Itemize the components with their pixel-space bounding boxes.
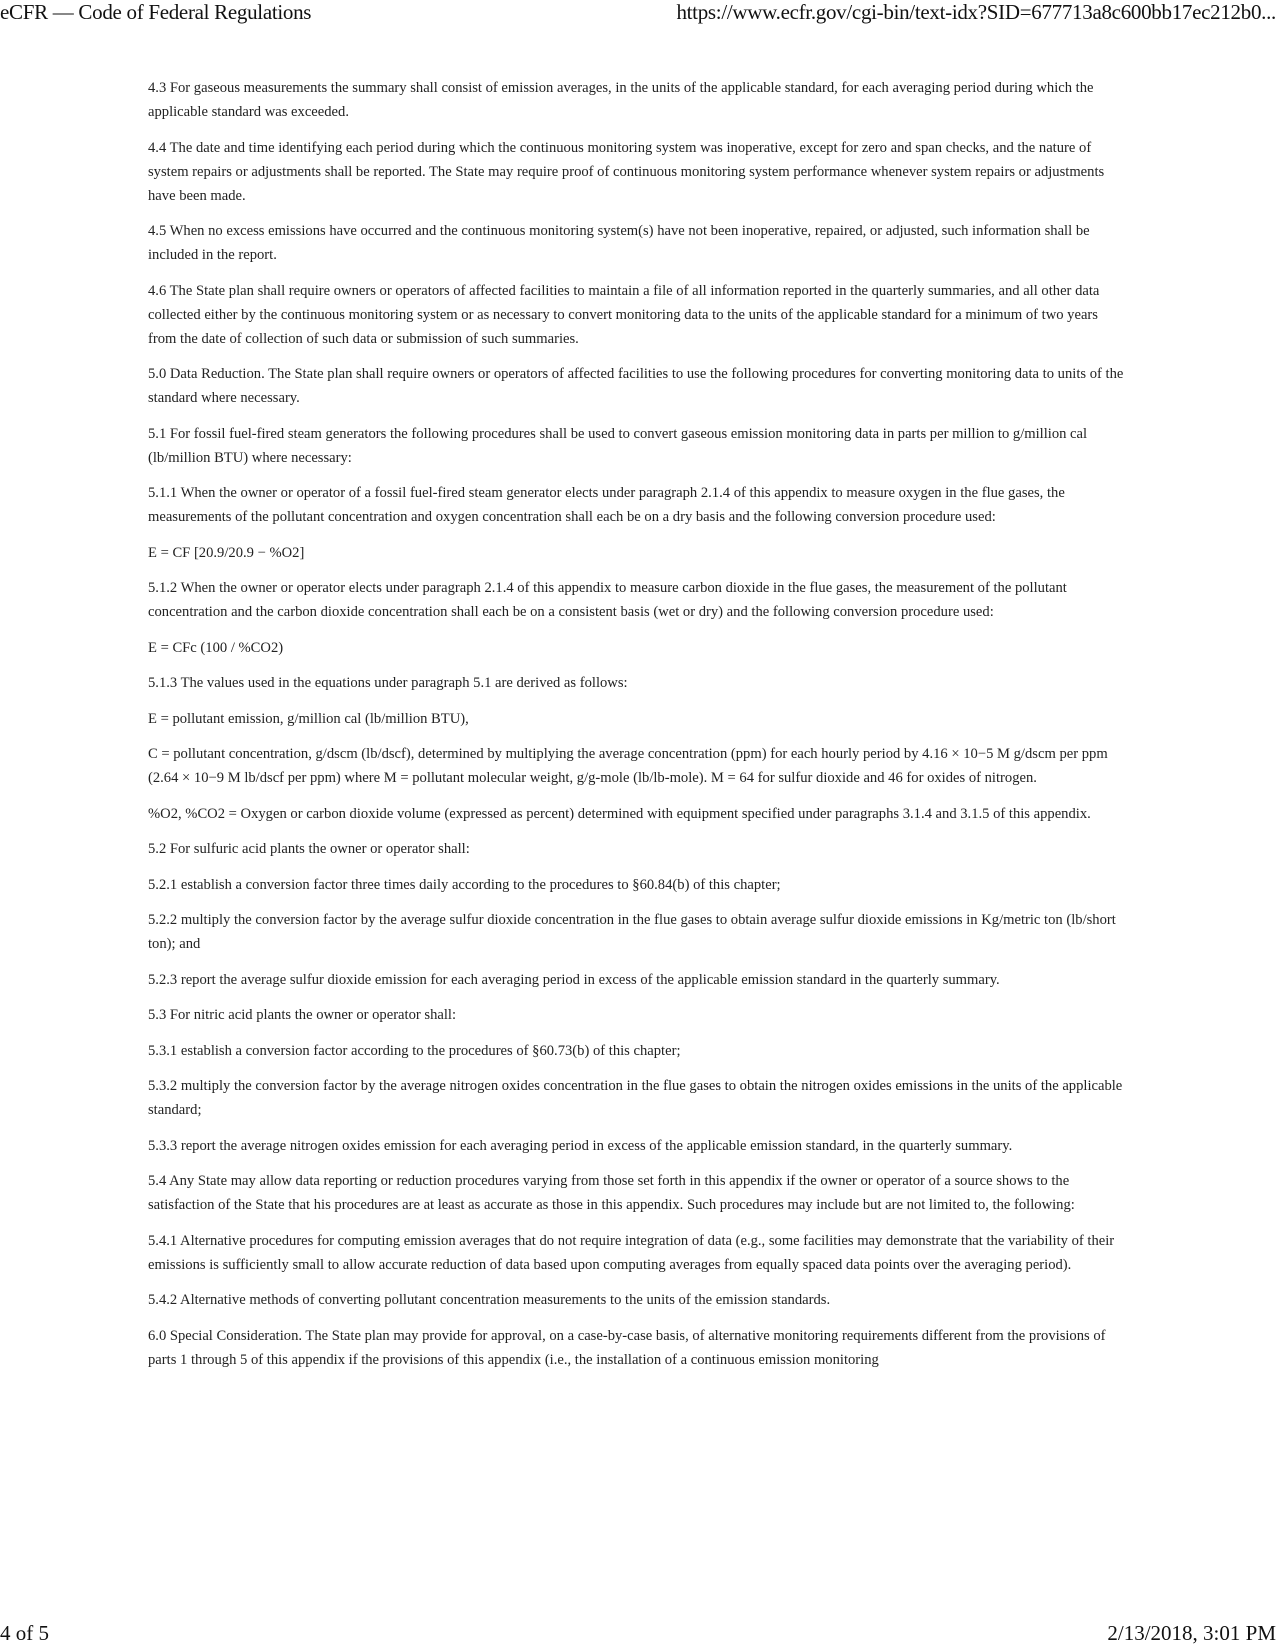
paragraph: 5.3.3 report the average nitrogen oxides emission for each averaging period in excess of the applicable emission standard, in the quarterly summary. bbox=[148, 1137, 1013, 1154]
paragraph: E = CFc (100 / %CO2) bbox=[148, 639, 284, 656]
paragraph: 5.4.1 Alternative procedures for computing emission averages that do not require integration of data (e.g., some facilities may demonstrate that the variability of their emissions is sufficiently small to allow accurate reduction of data based upon computing averages from equally spaced data points over the averaging period). bbox=[148, 1232, 1115, 1273]
page-header-title: eCFR — Code of Federal Regulations bbox=[0, 0, 312, 24]
paragraph: 4.3 For gaseous measurements the summary shall consist of emission averages, in the units of the applicable standard, for each averaging period during which the applicable standard was exceeded. bbox=[148, 80, 1094, 120]
paragraph: 5.3.2 multiply the conversion factor by the average nitrogen oxides concentration in the flue gases to obtain the nitrogen oxides emissions in the units of the applicable standard; bbox=[148, 1078, 1123, 1118]
page-header-url: https://www.ecfr.gov/cgi-bin/text-idx?SID=677713a8c600bb17ec212b0... bbox=[676, 0, 1276, 24]
paragraph: 5.4.2 Alternative methods of converting pollutant concentration measurements to the units of the emission standards. bbox=[148, 1292, 831, 1308]
paragraph: 4.5 When no excess emissions have occurred and the continuous monitoring system(s) have not been inoperative, repaired, or adjusted, such information shall be included in the report. bbox=[148, 223, 1090, 263]
document-body bbox=[148, 76, 1128, 1383]
paragraph: 5.4 Any State may allow data reporting or reduction procedures varying from those set forth in this appendix if the owner or operator of a source shows to the satisfaction of the State that his procedures are at least as accurate as those in this appendix. Such procedures may include but are not limited to, the following: bbox=[148, 1173, 1075, 1213]
paragraph: 5.1.3 The values used in the equations under paragraph 5.1 are derived as follows: bbox=[148, 675, 628, 691]
print-datetime: 2/13/2018, 3:01 PM bbox=[1107, 1621, 1276, 1645]
paragraph: 5.3.1 establish a conversion factor according to the procedures of §60.73(b) of this chapter; bbox=[148, 1042, 681, 1059]
paragraph: 4.6 The State plan shall require owners or operators of affected facilities to maintain a file of all information reported in the quarterly summaries, and all other data collected either by the continuous monitoring system or as necessary to convert monitoring data to the units of the applicable standard for a minimum of two years from the date of collection of such data or submission of such summaries. bbox=[148, 282, 1100, 347]
paragraph: 5.1.2 When the owner or operator elects under paragraph 2.1.4 of this appendix to measure carbon dioxide in the flue gases, the measurement of the pollutant concentration and the carbon dioxide concentration shall each be on a consistent basis (wet or dry) and the following conversion procedure used: bbox=[148, 580, 1067, 620]
paragraph: 5.2 For sulfuric acid plants the owner or operator shall: bbox=[148, 841, 470, 857]
paragraph: 5.0 Data Reduction. The State plan shall require owners or operators of affected facilities to use the following procedures for converting monitoring data to units of the standard where necessary. bbox=[148, 366, 1124, 406]
paragraph: 5.1 For fossil fuel-fired steam generators the following procedures shall be used to convert gaseous emission monitoring data in parts per million to g/million cal (lb/million BTU) where necessary: bbox=[148, 425, 1088, 466]
paragraph: E = pollutant emission, g/million cal (lb/million BTU), bbox=[148, 710, 469, 727]
paragraph: E = CF [20.9/20.9 − %O2] bbox=[148, 544, 305, 561]
paragraph: 5.3 For nitric acid plants the owner or operator shall: bbox=[148, 1007, 457, 1023]
page-number: 4 of 5 bbox=[0, 1621, 49, 1645]
paragraph: C = pollutant concentration, g/dscm (lb/dscf), determined by multiplying the average concentration (ppm) for each hourly period by 4.16 × 10−5 M g/dscm per ppm (2.64 × 10−9 M lb/dscf per ppm) where M = pollutant molecular weight, g/g-mole (lb/lb-mole). M = 64 for sulfur dioxide and 46 for oxides of nitrogen. bbox=[148, 746, 1108, 786]
paragraph: 5.2.2 multiply the conversion factor by the average sulfur dioxide concentration in the flue gases to obtain average sulfur dioxide emissions in Kg/metric ton (lb/short ton); and bbox=[148, 912, 1116, 952]
paragraph: %O2, %CO2 = Oxygen or carbon dioxide volume (expressed as percent) determined with equipment specified under paragraphs 3.1.4 and 3.1.5 of this appendix. bbox=[148, 805, 1091, 822]
paragraph: 5.1.1 When the owner or operator of a fossil fuel-fired steam generator elects under paragraph 2.1.4 of this appendix to measure oxygen in the flue gases, the measurements of the pollutant concentration and oxygen concentration shall each be on a dry basis and the following conversion procedure used: bbox=[148, 485, 1065, 525]
paragraph: 4.4 The date and time identifying each period during which the continuous monitoring system was inoperative, except for zero and span checks, and the nature of system repairs or adjustments shall be reported. The State may require proof of continuous monitoring system performance whenever system repairs or adjustments have been made. bbox=[148, 139, 1105, 204]
paragraph: 6.0 Special Consideration. The State plan may provide for approval, on a case-by-case basis, of alternative monitoring requirements different from the provisions of parts 1 through 5 of this appendix if the provisions of this appendix (i.e., the installation of a continuous emission monitoring bbox=[148, 1327, 1106, 1368]
paragraph: 5.2.1 establish a conversion factor three times daily according to the procedures to §60.84(b) of this chapter; bbox=[148, 876, 781, 893]
paragraph: 5.2.3 report the average sulfur dioxide emission for each averaging period in excess of the applicable emission standard in the quarterly summary. bbox=[148, 971, 1000, 988]
